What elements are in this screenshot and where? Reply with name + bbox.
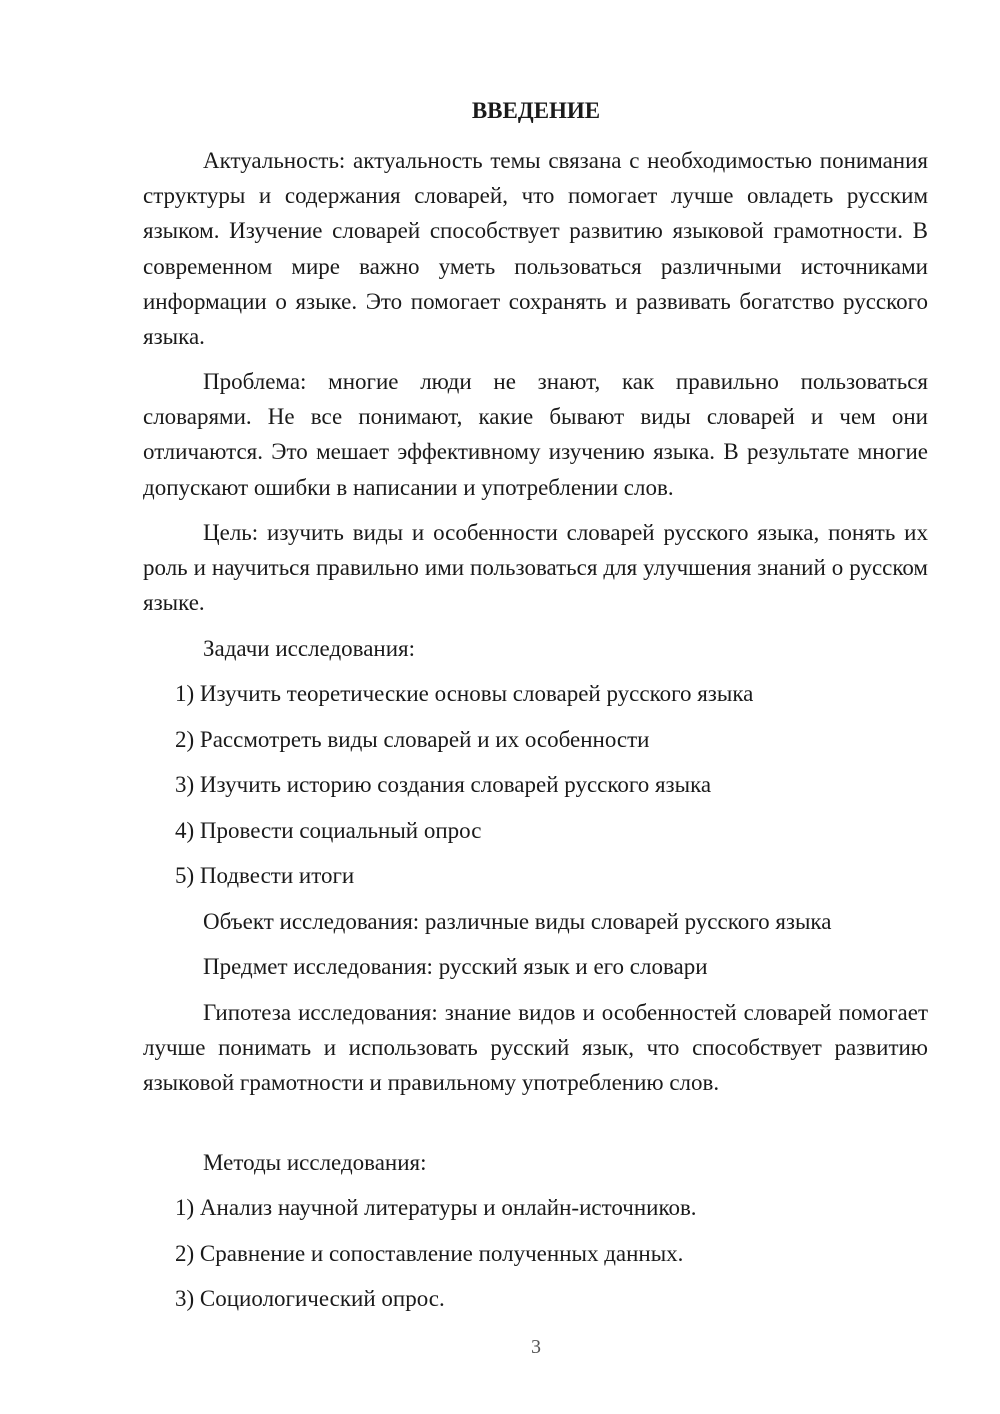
task-item: 5) Подвести итоги — [175, 863, 355, 888]
task-item: 1) Изучить теоретические основы словарей русского языка — [175, 681, 754, 706]
relevance-paragraph: Актуальность: актуальность темы связана с необходимостью понимания структуры и содержания словарей, что помогает лучше овладеть русским языком. Изучение словарей способствует развитию языковой грамотности. В современном мире важно уметь пользоваться различными источниками информации о языке. Это помогает сохранять и развивать богатство русского языка. — [143, 148, 928, 350]
hypothesis-paragraph: Гипотеза исследования: знание видов и особенностей словарей помогает лучше понимать и использовать русский язык, что способствует развитию языковой грамотности и правильному употреблению слов. — [143, 1000, 928, 1096]
subject-line: Предмет исследования: русский язык и его словари — [203, 954, 708, 979]
task-item: 3) Изучить историю создания словарей русского языка — [175, 772, 712, 797]
method-item: 1) Анализ научной литературы и онлайн-источников. — [175, 1195, 697, 1220]
problem-paragraph: Проблема: многие люди не знают, как правильно пользоваться словарями. Не все понимают, какие бывают виды словарей и чем они отличаются. Это мешает эффективному изучению языка. В результате многие допускают ошибки в написании и употреблении слов. — [143, 369, 928, 500]
tasks-heading: Задачи исследования: — [203, 636, 416, 661]
method-item: 2) Сравнение и сопоставление полученных данных. — [175, 1241, 684, 1266]
methods-heading: Методы исследования: — [203, 1150, 427, 1175]
page-number: 3 — [531, 1336, 541, 1358]
method-item: 3) Социологический опрос. — [175, 1286, 445, 1311]
task-item: 2) Рассмотреть виды словарей и их особенности — [175, 727, 650, 752]
page-title: ВВЕДЕНИЕ — [471, 98, 601, 123]
task-item: 4) Провести социальный опрос — [175, 818, 482, 843]
goal-paragraph: Цель: изучить виды и особенности словарей русского языка, понять их роль и научиться правильно ими пользоваться для улучшения знаний о русском языке. — [143, 520, 928, 616]
object-line: Объект исследования: различные виды словарей русского языка — [203, 909, 832, 934]
